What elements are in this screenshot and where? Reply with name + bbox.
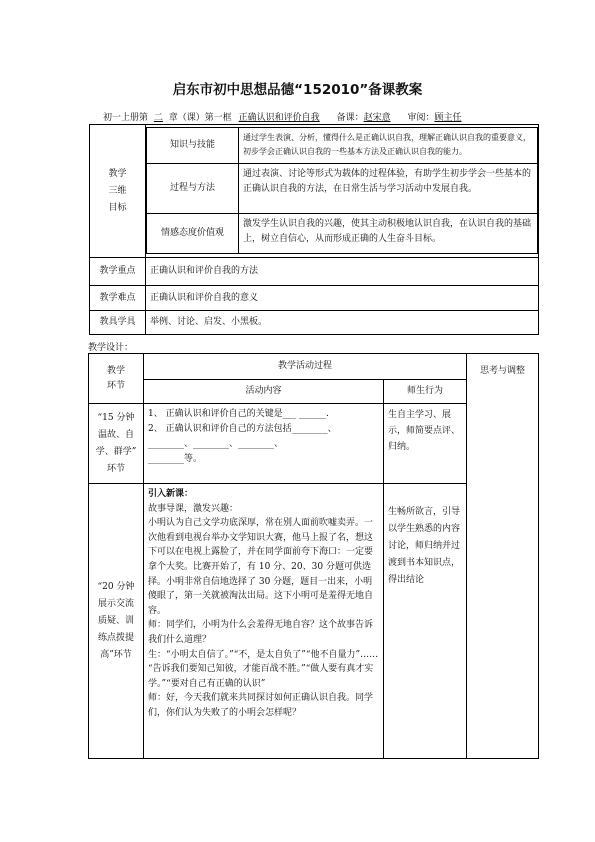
col-stage-header: 教学 环节 [89,354,144,404]
reflect-header-text: 思考与调整 [480,366,526,376]
reviewer-name: 顾主任 [434,113,462,123]
objective-text-attitude: 激发学生认识自我的兴趣，使其主动积极地认识自我，在认识自我的基础上，树立自信心，从而形成正确的人生奋斗目标。 [239,214,538,254]
tools-label: 教具学具 [90,311,146,335]
col-reflect-header [467,354,539,759]
design-table [88,353,539,759]
stage-2: “20 分钟 展示交流 质疑、训 练点拨提 高”环节 [89,484,144,759]
col-process-header: 教学活动过程 [144,354,467,380]
stage-1: “15 分钟 温故、自 学、群学” 环节 [89,404,144,484]
design-label: 教学设计： [88,343,134,353]
difficulty-label: 教学难点 [90,286,146,311]
objectives-table [89,124,539,335]
objective-label-process: 过程与方法 [147,164,239,214]
tools-text: 举例、讨论、启发、小黑板。 [146,311,539,335]
focus-text: 正确认识和评价自我的方法 [146,258,539,286]
content-2: 故事导课，激发兴趣： 小明认为自己文学功底深厚，常在别人面前吹嘘卖弄。一次他看到电视台举办文学知识大赛，他马上报了名，想这下可以在电视上露脸了，并在同学面前夸下海口：一定要拿个大奖。比赛开始了，有 10 分、20、30 分题可供选择。小明非常自信地选择了 30 分题，题目一出来，小明傻眼了，第一关就被淘汰出局。这下小明可是羞得无地自容。 师：同学们，小明为什么会羞得无地自容？这个故事告诉我们什么道理？ 生：“小明太自信了。”“不，是太自负了”“他不自量力”…… “告诉我们要知己知彼，才能百战不胜。”“做人要有真才实学。”“要对自己有正确的认识” 师：好，今天我们就来共同探讨如何正确认识自我。同学们，你们认为失败了的小明会怎样呢？ [148,503,379,718]
grade: 初一上册第 [103,113,149,123]
col-role-header: 师生行为 [384,380,467,404]
role-1: 生自主学习、展示，师简要点评、归纳。 [384,404,467,484]
content-2-cell [144,484,384,759]
objectives-header: 教学 三维 目标 [90,125,146,258]
chapter-number: 二 [153,113,163,123]
lesson-meta [103,110,462,123]
objective-text-knowledge: 通过学生表演、分析，懂得什么是正确认识自我，理解正确认识自我的重要意义，初步学会正确认识自我的一些基本方法及正确认识自我的能力。 [239,128,538,164]
objective-label-knowledge: 知识与技能 [147,128,239,164]
content-2-heading: 引入新课： [148,489,194,499]
preparer-label: 备课： [336,113,364,123]
document-title: 启东市初中思想品德“152010”备课教案 [172,82,423,98]
role-2: 生畅所欲言，引导以学生熟悉的内容讨论，师归纳并过渡到书本知识点，得出结论 [384,484,467,759]
chapter: 章（课）第一框 [168,113,232,123]
preparer-name: 赵宋意 [363,113,391,123]
objectives-inner [146,127,538,254]
reviewer-label: 审阅： [407,113,435,123]
objective-text-process: 通过表演、讨论等形式为载体的过程体验，有助学生初步学会一些基本的正确认识自我的方法，在日常生活与学习活动中发展自我。 [239,164,538,214]
col-content-header: 活动内容 [144,380,384,404]
focus-label: 教学重点 [90,258,146,286]
content-1: 1、 正确认识和评价自己的关键是___ ______. 2、 正确认识和评价自己的方法包括________、 ________、________、________、 ________等。 [144,404,384,484]
lesson-topic: 正确认识和评价自我 [238,113,320,123]
objective-label-attitude: 情感态度价值观 [147,214,239,254]
difficulty-text: 正确认识和评价自我的意义 [146,286,539,311]
